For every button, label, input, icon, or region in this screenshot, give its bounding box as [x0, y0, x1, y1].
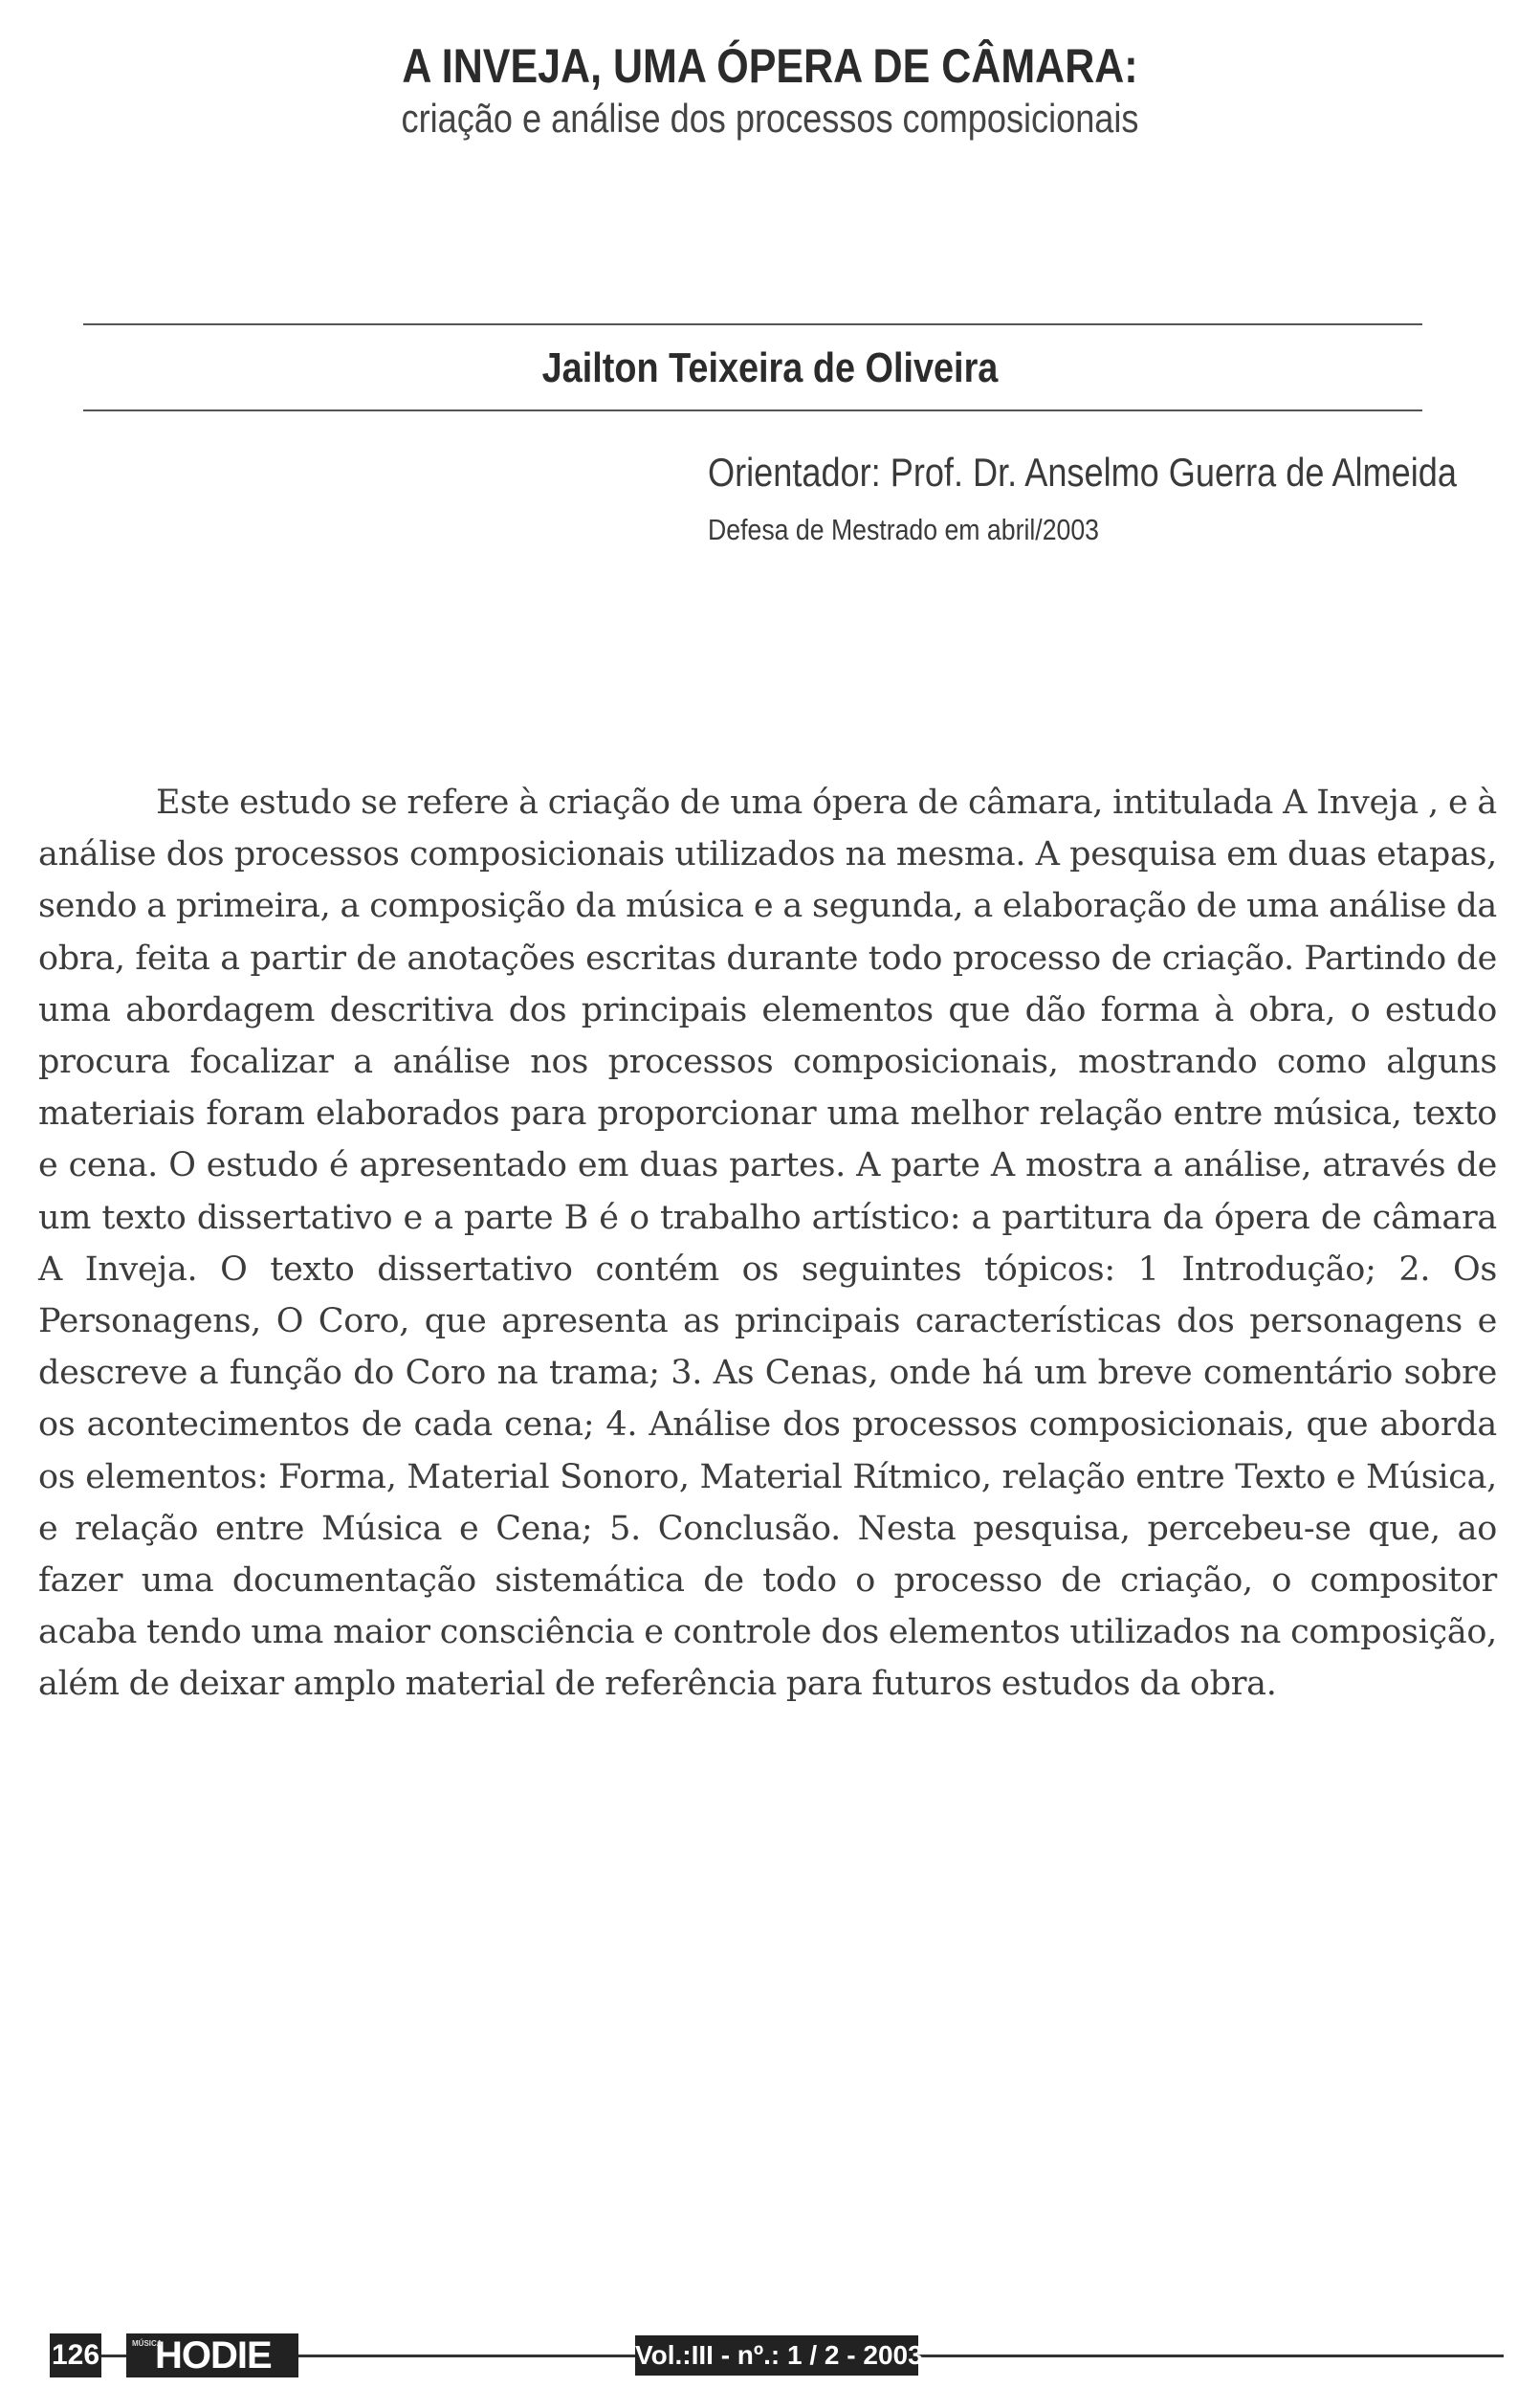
author-rule-bottom — [83, 409, 1422, 411]
paper-title: A INVEJA, UMA ÓPERA DE CÂMARA: — [402, 39, 1138, 93]
volume-badge: Vol.:III - nº.: 1 / 2 - 2003 — [635, 2335, 918, 2376]
abstract-text: Este estudo se refere à criação de uma ópera de câmara, intitulada A Inveja , e à análise dos processos composicionais utilizados na mesma. A pesquisa em duas etapas, sendo a primeira, a composição da música e a segunda, a elaboração de uma análise da obra, feita a partir de anotações escritas durante todo processo de criação. Partindo de uma abordagem descritiva dos principais elementos que dão forma à obra, o estudo procura focalizar a análise nos processos composicionais, mostrando como alguns materiais foram elaborados para proporcionar uma melhor relação entre música, texto e cena. O estudo é apresentado em duas partes. A parte A mostra a análise, através de um texto dissertativo e a parte B é o trabalho artístico: a partitura da ópera de câmara A Inveja. O texto dissertativo contém os seguintes tópicos: 1 Introdução; 2. Os Personagens, O Coro, que apresenta as principais características dos personagens e descreve a função do Coro na trama; 3. As Cenas, onde há um breve comentário sobre os acontecimentos de cada cena; 4. Análise dos processos composicionais, que aborda os elementos: Forma, Material Sonoro, Material Rítmico, relação entre Texto e Música, e relação entre Música e Cena; 5. Conclusão. Nesta pesquisa, percebeu-se que, ao fazer uma documentação sistemática de todo o processo de criação, o compositor acaba tendo uma maior consciência e controle dos elementos utilizados na composição, além de deixar amplo material de referência para futuros estudos da obra. — [38, 784, 1497, 1704]
page-footer — [50, 2333, 1504, 2377]
journal-logo-small: MÚSICA — [132, 2339, 163, 2348]
author-rule-top — [83, 323, 1422, 325]
advisor-line: Orientador: Prof. Dr. Anselmo Guerra de Almeida — [708, 450, 1457, 495]
journal-logo-text: HODIE — [155, 2334, 272, 2377]
paper-subtitle: criação e análise dos processos composicionais — [401, 96, 1139, 141]
defense-line: Defesa de Mestrado em abril/2003 — [708, 513, 1100, 546]
journal-logo — [126, 2333, 298, 2377]
page-number: 126 — [50, 2333, 101, 2377]
author-name: Jailton Teixeira de Oliveira — [541, 344, 999, 391]
